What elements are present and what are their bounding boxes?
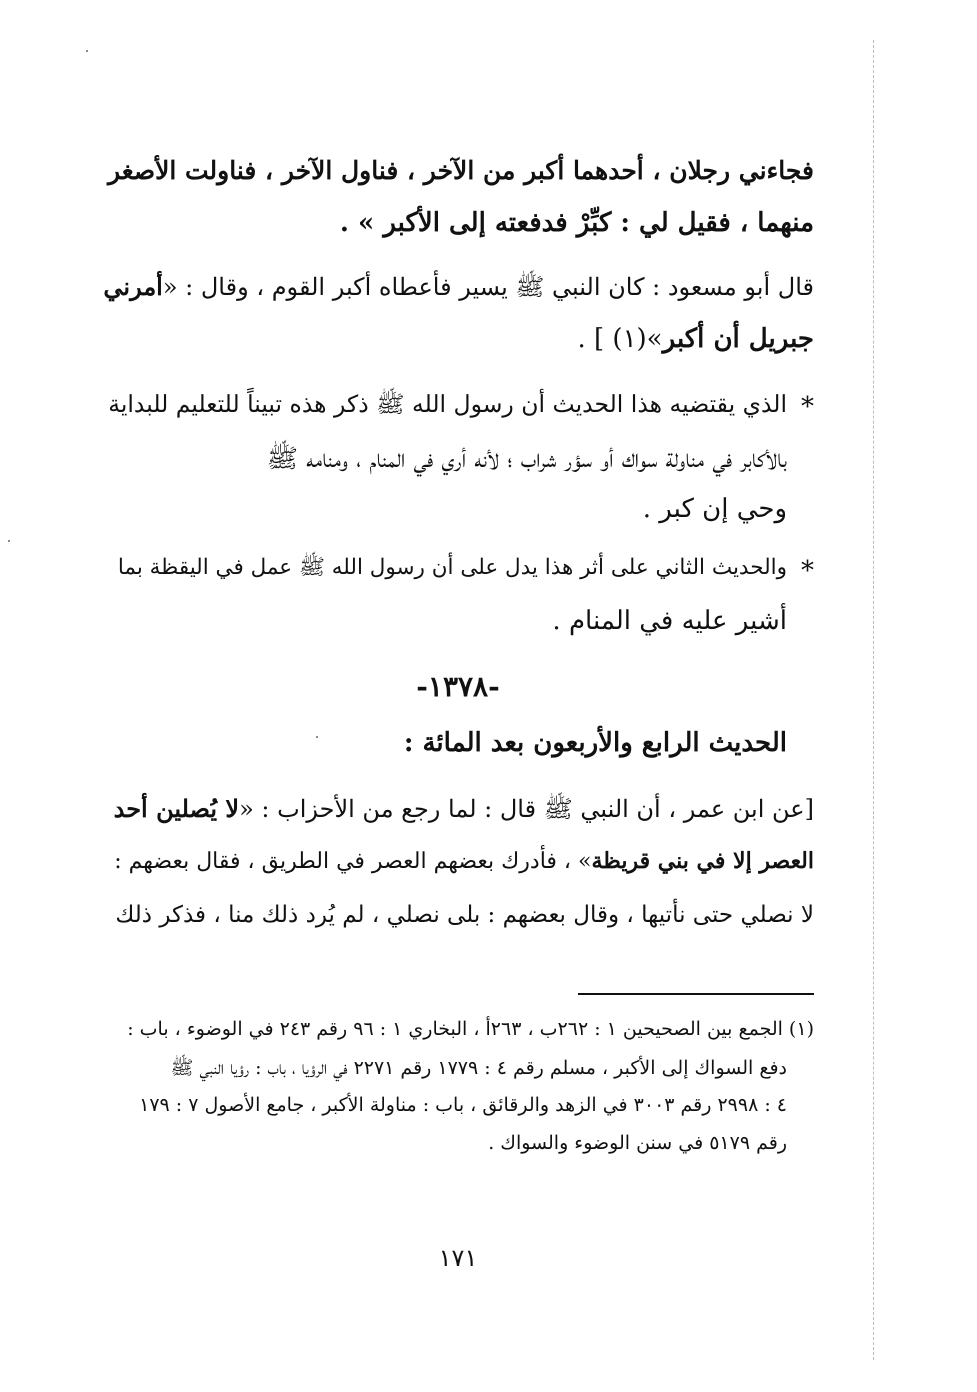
quoted-text: لا يُصلين أحد [113, 794, 240, 823]
footnote-line-4: رقم ٥١٧٩ في سنن الوضوء والسواك . [488, 1132, 787, 1154]
note-2-marker: * [801, 556, 814, 586]
hadith-line-2 [104, 848, 814, 874]
page-number: ١٧١ [438, 1244, 478, 1272]
footnote-line-3: ٤ : ٢٩٩٨ رقم ٣٠٠٣ في الزهد والرقائق ، باب : مناولة الأكبر ، جامع الأصول ٧ : ١٧٩ [139, 1094, 787, 1116]
paragraph-1-line-2: منهما ، فقيل لي : كبِّرْ فدفعته إلى الأكبر » . [339, 208, 814, 238]
narration-text: [عن ابن عمر ، أن النبي ﷺ قال : لما رجع من الأحزاب : « [239, 795, 814, 823]
section-number: -١٣٧٨- [416, 670, 500, 703]
footnote-line-2: دفع السواك إلى الأكبر ، مسلم رقم ٤ : ١٧٧٩ رقم ٢٢٧١ في الرؤيا ، باب : رؤيا النبي ﷺ [170, 1057, 787, 1079]
scan-edge-line [873, 40, 874, 1360]
quoted-text: العصر إلا في بني قريظة [591, 848, 814, 874]
note-1-marker: * [801, 392, 814, 422]
narration-text: » ، فأدرك بعضهم العصر في الطريق ، فقال بعضهم : [114, 849, 592, 874]
hadith-line-3: لا نصلي حتى نأتيها ، وقال بعضهم : بلى نصلي ، لم يُرد ذلك منا ، فذكر ذلك [115, 902, 814, 928]
paragraph-1-line-1: فجاءني رجلان ، أحدهما أكبر من الآخر ، فناول الآخر ، فناولت الأصغر [108, 156, 814, 185]
footnote-separator [578, 993, 814, 995]
paragraph-2-line-1 [104, 272, 814, 307]
note-1-line-2: بالأكابر في مناولة سواك أو سؤر شراب ؛ لأنه أري في المنام ، ومنامه ﷺ [266, 444, 787, 474]
footnote-ref: »(١) ] . [577, 324, 663, 354]
scan-speck [86, 50, 88, 52]
footnote-line-1: (١) الجمع بين الصحيحين ١ : ٢٦٢ب ، ٢٦٣أ ، البخاري ١ : ٩٦ رقم ٢٤٣ في الوضوء ، باب : [127, 1018, 814, 1040]
narration-text: قال أبو مسعود : كان النبي ﷺ يسير فأعطاه أكبر القوم ، وقال : « [162, 273, 814, 301]
note-1-line-1: الذي يقتضيه هذا الحديث أن رسول الله ﷺ ذكر هذه تبيناً للتعليم للبداية [108, 390, 787, 418]
section-heading: الحديث الرابع والأربعون بعد المائة : [403, 728, 787, 758]
quoted-text: أمرني [103, 272, 163, 301]
note-2-line-1: والحديث الثاني على أثر هذا يدل على أن رسول الله ﷺ عمل في اليقظة بما [117, 555, 787, 580]
hadith-line-1 [104, 794, 814, 829]
paragraph-2-line-2 [104, 324, 814, 354]
quoted-text: جبريل أن أكبر [662, 324, 814, 354]
note-2-line-2: أشير عليه في المنام . [552, 606, 787, 636]
note-1-line-3: وحي إن كبر . [642, 494, 787, 524]
scan-speck [8, 540, 10, 542]
